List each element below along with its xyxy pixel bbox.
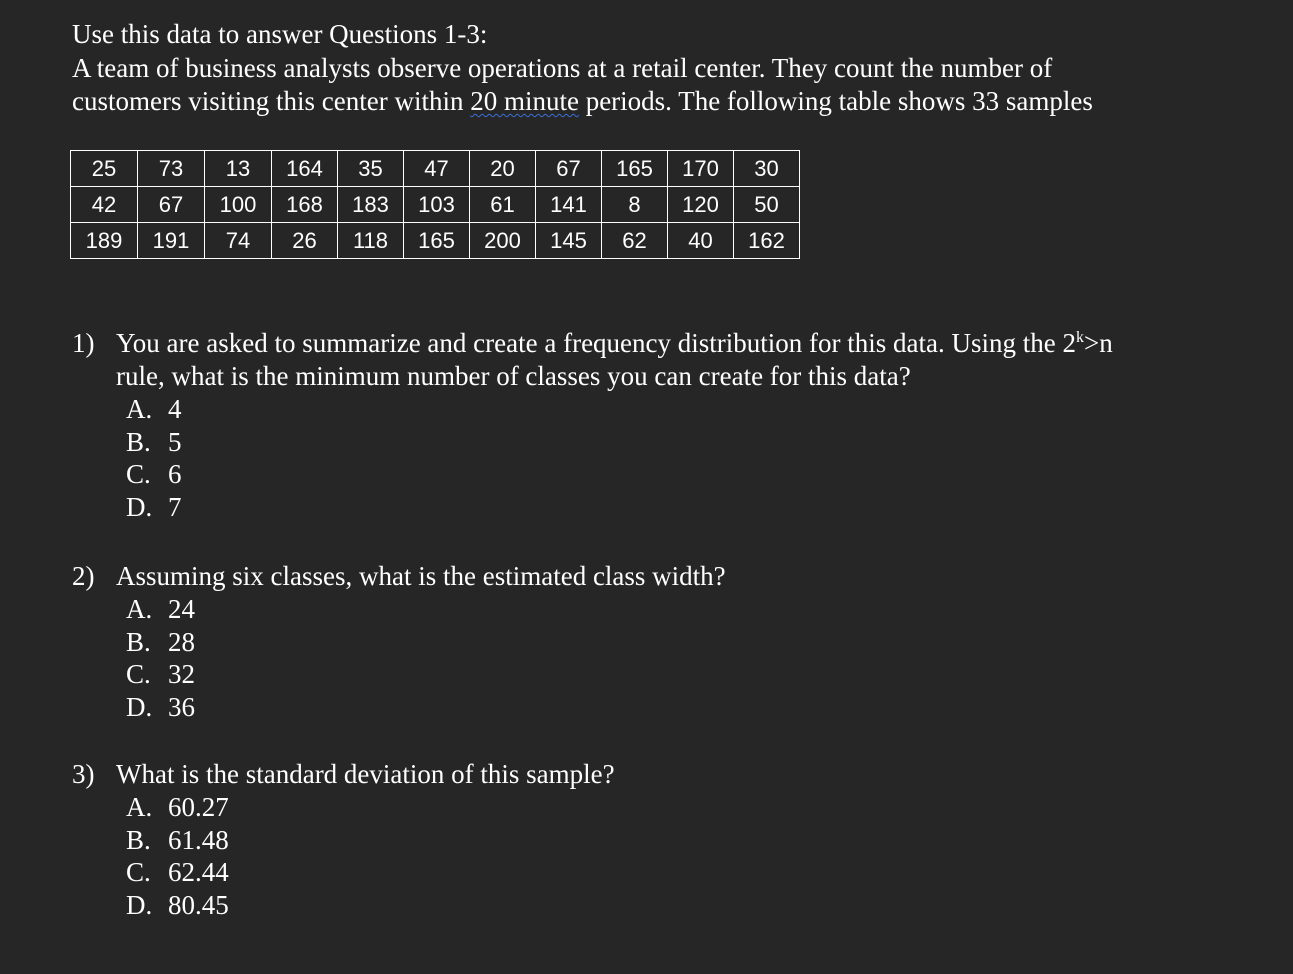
question-2-number: 2)	[72, 561, 95, 591]
answer-option-value: 61.48	[168, 824, 229, 855]
table-cell: 25	[71, 151, 138, 187]
table-cell: 30	[734, 151, 800, 187]
table-cell: 145	[536, 223, 602, 259]
question-2	[72, 560, 726, 723]
answer-option	[126, 491, 1113, 524]
table-cell: 61	[470, 187, 536, 223]
question-3-text: What is the standard deviation of this sample?	[116, 759, 615, 789]
answer-option-value: 4	[168, 394, 182, 424]
intro-line-1: Use this data to answer Questions 1-3:	[72, 19, 488, 49]
table-cell: 26	[272, 223, 338, 259]
answer-option-value: 28	[168, 626, 195, 657]
table-row	[71, 223, 800, 259]
answer-option-value: 24	[168, 594, 195, 624]
table-cell: 189	[71, 223, 138, 259]
answer-option-letter: B.	[126, 626, 151, 657]
table-cell: 50	[734, 187, 800, 223]
answer-option-value: 5	[168, 426, 182, 457]
question-1-options	[72, 393, 1113, 523]
answer-option-letter: D.	[126, 691, 153, 722]
intro-line-2: A team of business analysts observe operations at a retail center. They count the number of	[72, 52, 1053, 83]
answer-option-value: 7	[168, 491, 182, 522]
table-cell: 164	[272, 151, 338, 187]
table-cell: 67	[536, 151, 602, 187]
table-cell: 141	[536, 187, 602, 223]
question-3-number: 3)	[72, 759, 95, 789]
answer-option	[126, 393, 1113, 426]
table-cell: 168	[272, 187, 338, 223]
answer-option	[126, 824, 615, 857]
question-3-line-1	[72, 758, 615, 791]
answer-option	[126, 458, 1113, 491]
answer-option-letter: B.	[126, 426, 151, 457]
table-cell: 40	[668, 223, 734, 259]
question-1-line-2: rule, what is the minimum number of classes you can create for this data?	[116, 361, 911, 391]
table-cell: 8	[602, 187, 668, 223]
table-cell: 170	[668, 151, 734, 187]
question-1-text-part-2: >n	[1083, 328, 1113, 358]
answer-option	[126, 889, 615, 922]
table-cell: 120	[668, 187, 734, 223]
answer-option-letter: B.	[126, 824, 151, 855]
intro-text	[72, 18, 1093, 119]
table-cell: 162	[734, 223, 800, 259]
table-row	[71, 151, 800, 187]
answer-option-letter: A.	[126, 594, 153, 624]
answer-option	[126, 593, 726, 626]
answer-option-letter: D.	[126, 889, 153, 920]
spellcheck-underlined-text: 20 minute	[470, 86, 579, 116]
answer-option-value: 32	[168, 659, 195, 689]
answer-option	[126, 856, 615, 889]
answer-option-value: 6	[168, 459, 182, 489]
table-cell: 35	[338, 151, 404, 187]
answer-option-value: 36	[168, 691, 195, 722]
answer-option	[126, 691, 726, 724]
question-2-options	[72, 593, 726, 723]
answer-option-value: 80.45	[168, 889, 229, 920]
intro-line-3	[72, 85, 1093, 119]
intro-line-3-start: customers visiting this center within	[72, 86, 471, 116]
question-1	[72, 327, 1113, 523]
table-cell: 100	[205, 187, 272, 223]
intro-line-3-end: periods. The following table shows 33 samples	[578, 86, 1093, 116]
answer-option-letter: C.	[126, 459, 151, 489]
answer-option-value: 60.27	[168, 792, 229, 822]
question-1-line-1	[72, 327, 1113, 360]
table-cell: 20	[470, 151, 536, 187]
table-cell: 103	[404, 187, 470, 223]
answer-option	[126, 791, 615, 824]
question-2-text: Assuming six classes, what is the estimated class width?	[116, 561, 726, 591]
answer-option-letter: C.	[126, 857, 151, 887]
question-3-options	[72, 791, 615, 921]
table-cell: 165	[404, 223, 470, 259]
table-cell: 13	[205, 151, 272, 187]
answer-option-letter: D.	[126, 491, 153, 522]
answer-option-letter: C.	[126, 659, 151, 689]
question-2-line-1	[72, 560, 726, 593]
table-cell: 165	[602, 151, 668, 187]
question-1-number: 1)	[72, 328, 95, 358]
table-cell: 67	[138, 187, 205, 223]
answer-option	[126, 426, 1113, 459]
table-row	[71, 187, 800, 223]
question-1-text-part-1: You are asked to summarize and create a frequency distribution for this data. Using the 2	[116, 328, 1076, 358]
table-cell: 47	[404, 151, 470, 187]
question-3	[72, 758, 615, 921]
answer-option-letter: A.	[126, 394, 153, 424]
question-1-superscript: k	[1075, 329, 1084, 346]
table-cell: 73	[138, 151, 205, 187]
table-cell: 191	[138, 223, 205, 259]
table-cell: 183	[338, 187, 404, 223]
answer-option-value: 62.44	[168, 857, 229, 887]
sample-data-table-body	[71, 151, 800, 259]
answer-option	[126, 626, 726, 659]
table-cell: 74	[205, 223, 272, 259]
table-cell: 118	[338, 223, 404, 259]
answer-option-letter: A.	[126, 792, 153, 822]
sample-data-table	[70, 150, 800, 259]
answer-option	[126, 658, 726, 691]
table-cell: 42	[71, 187, 138, 223]
table-cell: 200	[470, 223, 536, 259]
table-cell: 62	[602, 223, 668, 259]
